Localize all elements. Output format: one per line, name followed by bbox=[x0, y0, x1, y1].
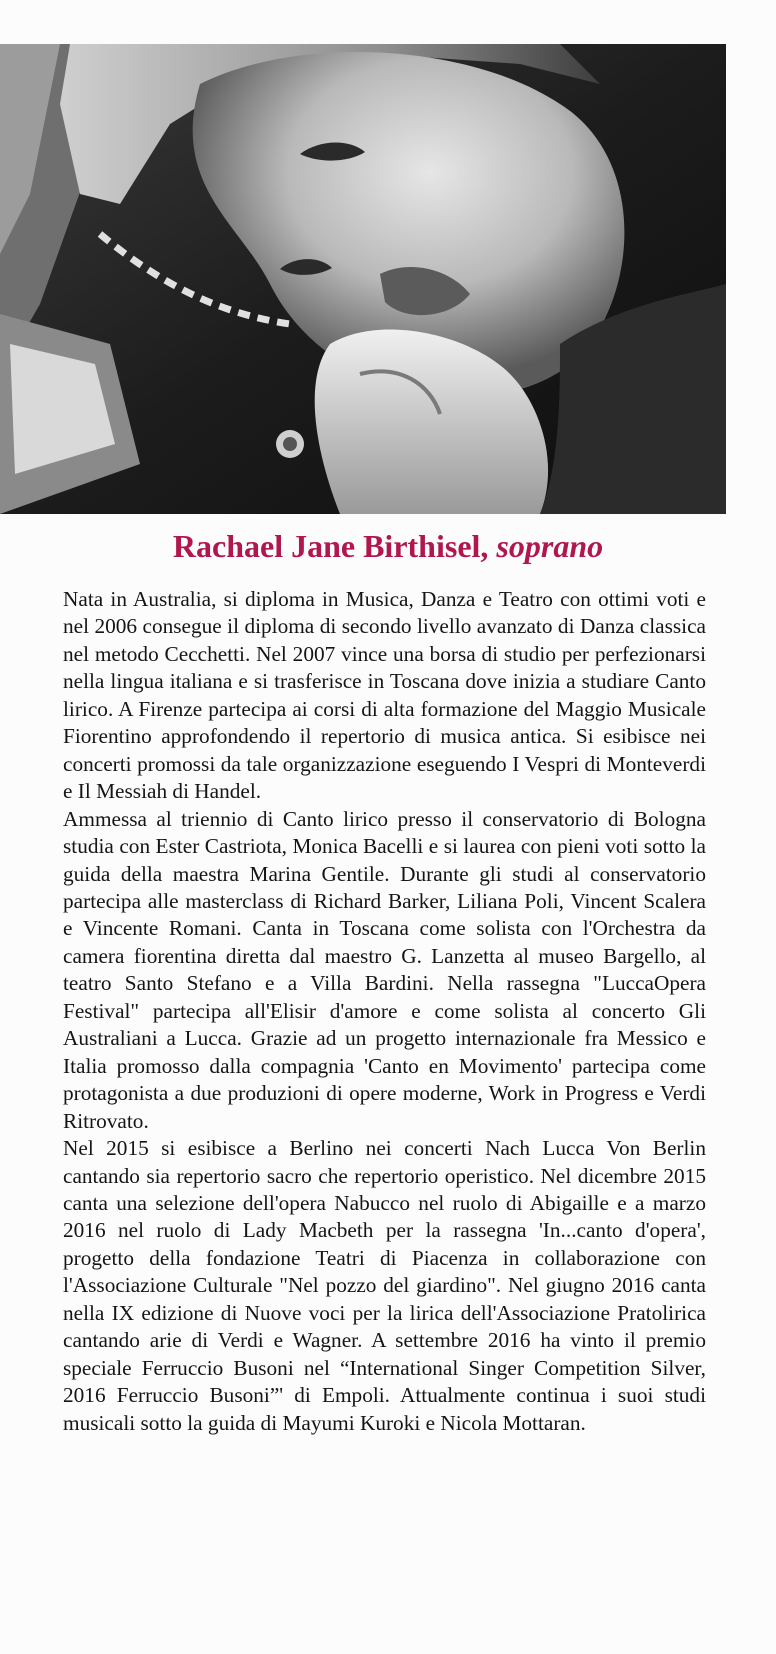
artist-name: Rachael Jane Birthisel bbox=[172, 528, 481, 564]
artist-heading bbox=[0, 524, 776, 568]
bio-paragraph-1: Nata in Australia, si diploma in Musica, Danza e Teatro con ottimi voti e nel 2006 consegue il diploma di secondo livello avanzato di Danza classica nel metodo Cecchetti. Nel 2007 vince una borsa di studio per perfezionarsi nella lingua italiana e si trasferisce in Toscana dove inizia a studiare Canto lirico. A Firenze partecipa ai corsi di alta formazione del Maggio Musicale Fiorentino approfondendo il repertorio di musica antica. Si esibisce nei concerti promossi da tale organizzazione eseguendo I Vespri di Monteverdi e Il Messiah di Handel. bbox=[63, 587, 706, 804]
bio-paragraph-3: Nel 2015 si esibisce a Berlino nei concerti Nach Lucca Von Berlin cantando sia repertorio sacro che repertorio operistico. Nel dicembre 2015 canta una selezione dell'opera Nabucco nel ruolo di Abigaille e a marzo 2016 nel ruolo di Lady Macbeth per la rassegna 'In...canto d'opera', progetto della fondazione Teatri di Piacenza in collaborazione con l'Associazione Culturale "Nel pozzo del giardino". Nel giugno 2016 canta nella IX edizione di Nuove voci per la lirica dell'Associazione Pratolirica cantando arie di Verdi e Wagner. A settembre 2016 ha vinto il premio speciale Ferruccio Busoni nel “International Singer Competition Silver, 2016 Ferruccio Busoni”' di Empoli. Attualmente continua i suoi studi musicali sotto la guida di Mayumi Kuroki e Nicola Mottaran. bbox=[63, 1136, 706, 1435]
biography bbox=[63, 586, 706, 1437]
bio-paragraph-2: Ammessa al triennio di Canto lirico presso il conservatorio di Bologna studia con Ester Castriota, Monica Bacelli e si laurea con pieni voti sotto la guida della maestra Marina Gentile. Durante gli studi al conservatorio partecipa alle masterclass di Richard Barker, Liliana Poli, Vincent Scalera e Vincente Romani. Canta in Toscana come solista con l'Orchestra da camera fiorentina diretta dal maestro G. Lanzetta al museo Bargello, al teatro Santo Stefano e a Villa Bardini. Nella rassegna "LuccaOpera Festival" partecipa all'Elisir d'amore e come solista al concerto Gli Australiani a Lucca. Grazie ad un progetto internazionale fra Messico e Italia promosso dalla compagnia 'Canto en Movimento' partecipa come protagonista a due produzioni di opere moderne, Work in Progress e Verdi Ritrovato. bbox=[63, 806, 706, 1133]
portrait-image bbox=[0, 44, 726, 514]
heading-separator: , bbox=[480, 528, 489, 564]
artist-role: soprano bbox=[496, 528, 604, 564]
portrait-photo bbox=[0, 44, 726, 514]
